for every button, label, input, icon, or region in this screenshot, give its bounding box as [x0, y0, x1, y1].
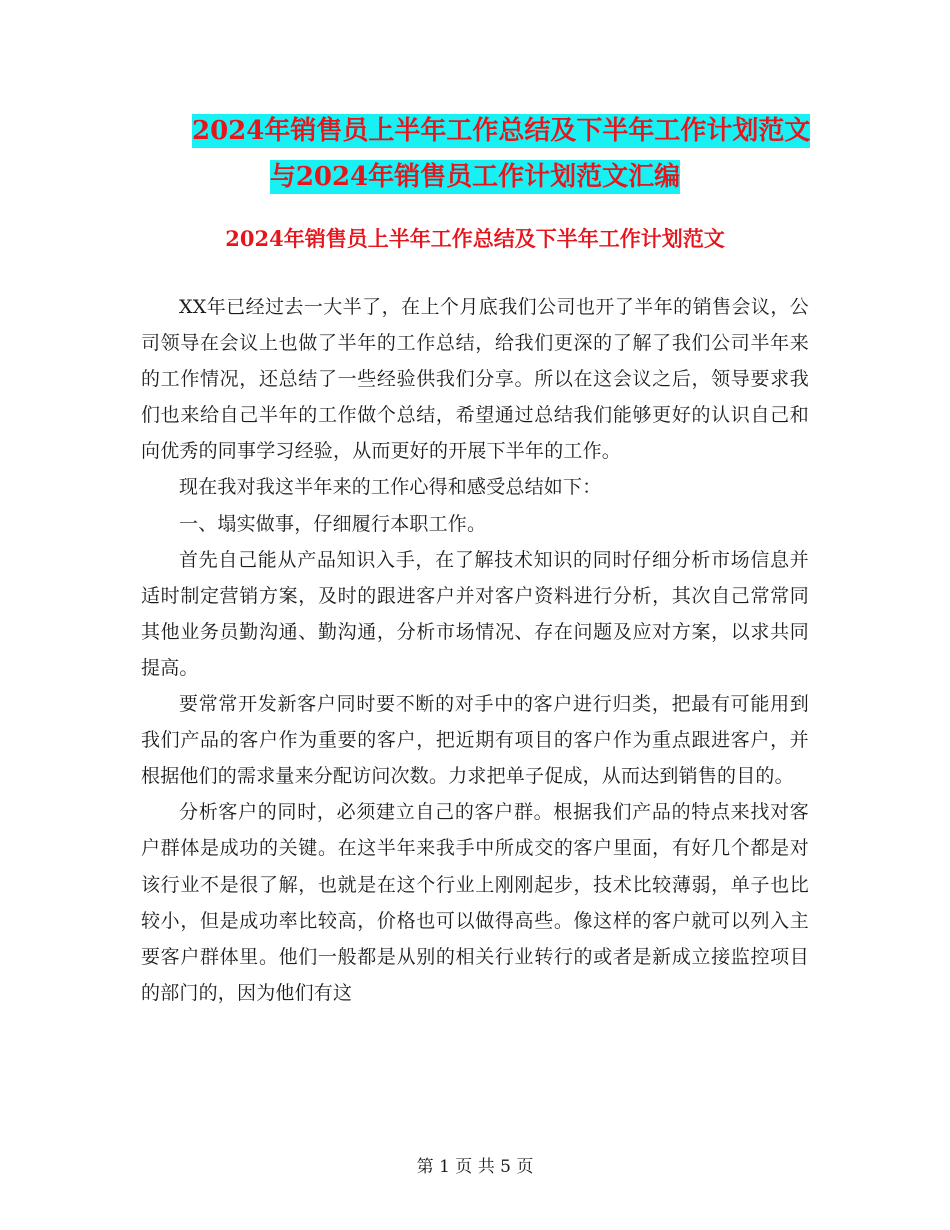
- paragraph: 分析客户的同时，必须建立自己的客户群。根据我们产品的特点来找对客户群体是成功的关键。在这半年来我手中所成交的客户里面，有好几个都是对该行业不是很了解，也就是在这个行业上刚刚起步，技术比较薄弱，单子也比较小，但是成功率比较高，价格也可以做得高些。像这样的客户就可以列入主要客户群体里。他们一般都是从别的相关行业转行的或者是新成立接监控项目的部门的，因为他们有这: [141, 801, 809, 1004]
- document-body: [141, 289, 809, 1011]
- paragraph: 现在我对我这半年来的工作心得和感受总结如下：: [179, 476, 602, 499]
- page-number-footer: 第 1 页 共 5 页: [416, 1157, 534, 1177]
- paragraph: 一、塌实做事，仔细履行本职工作。: [179, 512, 487, 535]
- main-title-line-2: 与2024年销售员工作计划范文汇编: [269, 162, 681, 192]
- document-main-title: [140, 108, 810, 200]
- paragraph: 首先自己能从产品知识入手，在了解技术知识的同时仔细分析市场信息并适时制定营销方案，及时的跟进客户并对客户资料进行分析，其次自己常常同其他业务员勤沟通、勤沟通，分析市场情况、存在问题及应对方案，以求共同提高。: [141, 548, 809, 679]
- paragraph: XX年已经过去一大半了，在上个月底我们公司也开了半年的销售会议，公司领导在会议上也做了半年的工作总结，给我们更深的了解了我们公司半年来的工作情况，还总结了一些经验供我们分享。所以在这会议之后，领导要求我们也来给自己半年的工作做个总结，希望通过总结我们能够更好的认识自己和向优秀的同事学习经验，从而更好的开展下半年的工作。: [141, 296, 809, 463]
- section-title: 2024年销售员上半年工作总结及下半年工作计划范文: [225, 226, 725, 251]
- paragraph: 要常常开发新客户同时要不断的对手中的客户进行归类，把最有可能用到我们产品的客户作为重要的客户，把近期有项目的客户作为重点跟进客户，并根据他们的需求量来分配访问次数。力求把单子促成，从而达到销售的目的。: [141, 693, 809, 788]
- main-title-line-1: 2024年销售员上半年工作总结及下半年工作计划范文: [192, 116, 811, 146]
